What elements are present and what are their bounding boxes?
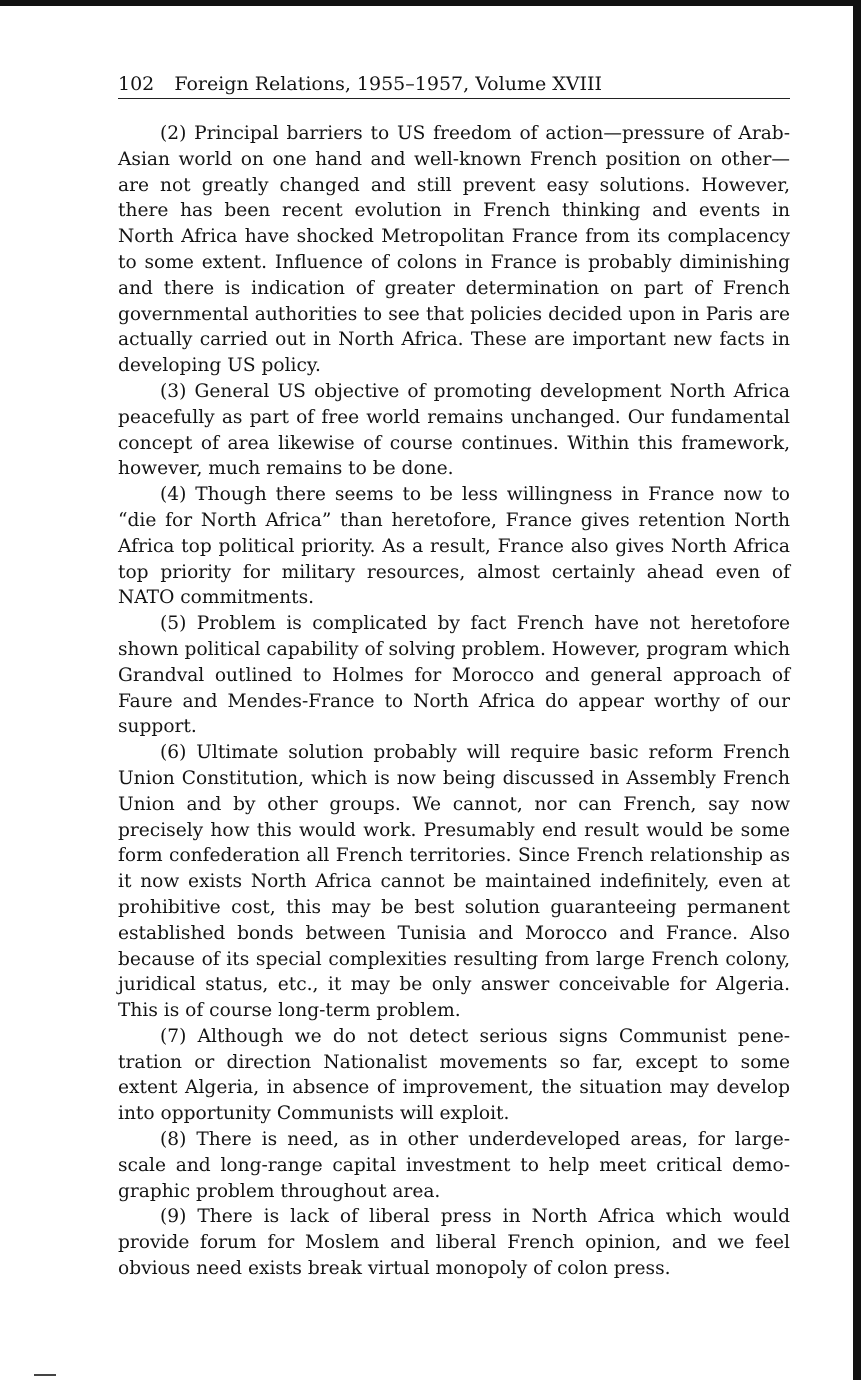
paragraph-6: (6) Ultimate solution probably will require basic reform French Union Constitution, which is now being discussed in Assembly French Union and by other groups. We cannot, nor can French, say now precisely how this would work. Presumably end result would be some form confederation all French territories. Since French relationship as it now exists North Africa cannot be maintained indefinitely, even at prohibitive cost, this may be best solution guaranteeing permanent established bonds between Tunisia and Morocco and France. Also because of its special complexities resulting from large French colony, juridical status, etc., it may be only answer conceivable for Algeria. This is of course long-term problem. (118, 742, 790, 1022)
paragraph-7: (7) Although we do not detect serious signs Communist penetration or direction Nationalist movements so far, except to some extent Algeria, in absence of improvement, the situation may develop into opportunity Communists will exploit. (118, 1025, 790, 1125)
paragraph-3: (3) General US objective of promoting development North Africa peacefully as part of free world remains unchanged. Our fundamental concept of area likewise of course continues. Within this framework, however, much remains to be done. (118, 380, 790, 480)
scan-margin-mark (34, 1374, 56, 1376)
paragraph-4: (4) Though there seems to be less willingness in France now to “die for North Africa” than heretofore, France gives retention North Africa top political priority. As a result, France also gives North Africa top priority for military resources, almost certainly ahead even of NATO commitments. (118, 484, 790, 609)
paragraph-2: (2) Principal barriers to US freedom of action—pressure of Arab-Asian world on one hand and well-known French position on other—are not greatly changed and still prevent easy solutions. However, there has been recent evolution in French thinking and events in North Africa have shocked Metropolitan France from its complacency to some extent. Influence of colons in France is probably diminishing and there is indication of greater determination on part of French governmental authorities to see that policies decided upon in Paris are actually carried out in North Africa. These are important new facts in developing US policy. (118, 123, 790, 377)
scan-right-edge (853, 0, 861, 1380)
page-number: 102 (118, 73, 155, 95)
running-head (118, 70, 790, 99)
paragraph-5: (5) Problem is complicated by fact French have not heretofore shown political capability of solving problem. However, program which Grandval outlined to Holmes for Morocco and general approach of Faure and Mendes-France to North Africa do appear worthy of our support. (118, 613, 790, 738)
scan-top-edge (0, 0, 861, 6)
paragraph-8: (8) There is need, as in other underdeveloped areas, for large-scale and long-range capital investment to help meet critical demographic problem throughout area. (118, 1129, 790, 1202)
body-text (118, 121, 790, 1282)
paragraph-9: (9) There is lack of liberal press in North Africa which would provide forum for Moslem and liberal French opinion, and we feel obvious need exists break virtual monopoly of colon press. (118, 1206, 790, 1280)
running-head-title: Foreign Relations, 1955–1957, Volume XVIII (174, 73, 602, 95)
document-page (118, 70, 790, 1282)
